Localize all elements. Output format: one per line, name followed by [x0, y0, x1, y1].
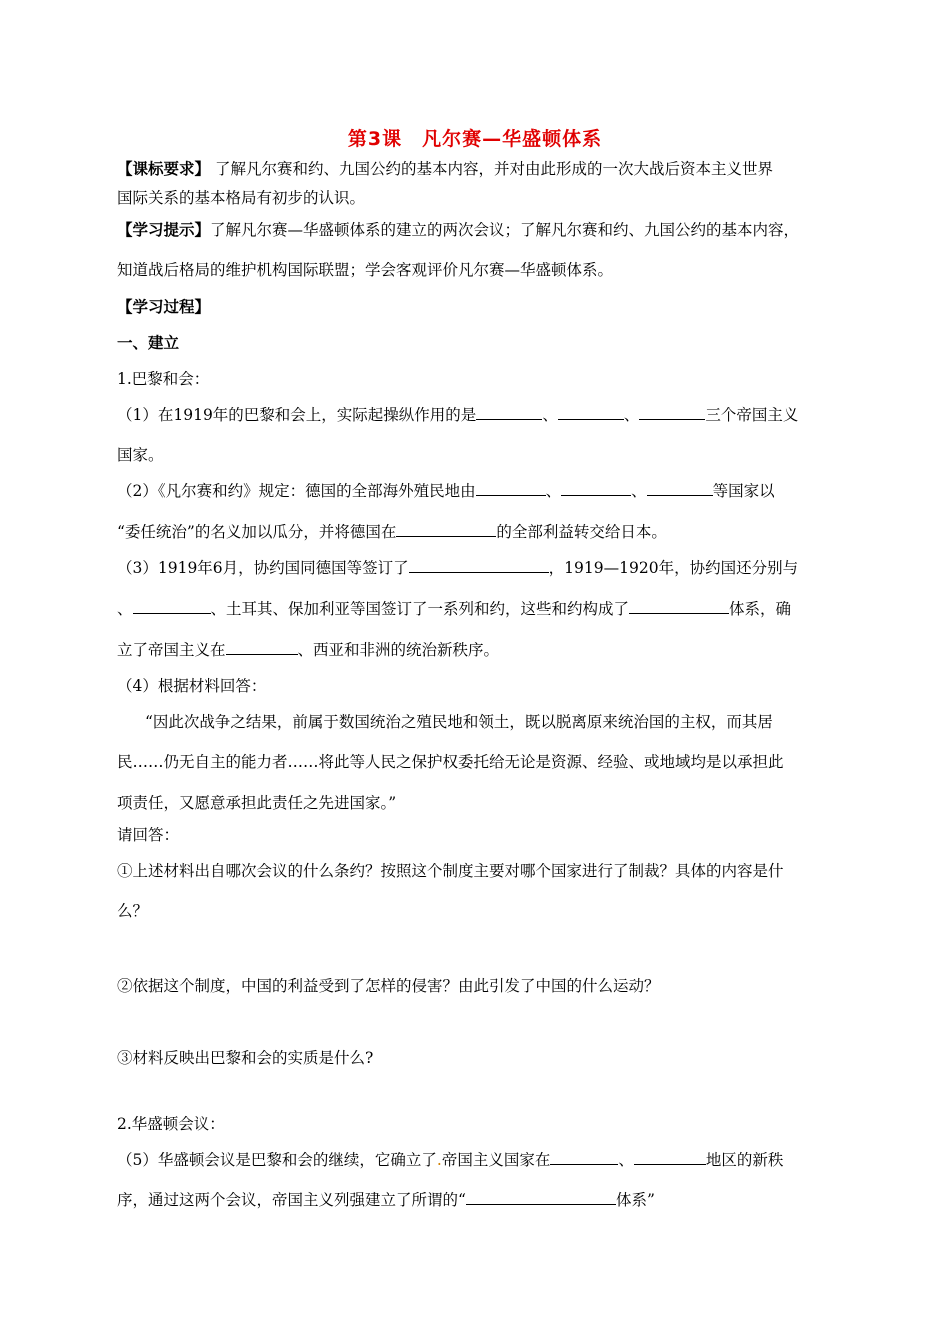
answer-blank[interactable]: [476, 479, 546, 496]
subheading-washington: 2.华盛顿会议：: [117, 1115, 225, 1133]
ask-label: 请回答：: [117, 826, 180, 844]
question-3-line-3: [117, 638, 499, 662]
question-2-text-2: “委任统治”的名义加以瓜分，并将德国在: [117, 523, 397, 541]
answer-blank[interactable]: [466, 1188, 616, 1205]
page-title: 第3课 凡尔赛—华盛顿体系: [347, 128, 603, 150]
answer-blank[interactable]: [634, 1148, 706, 1165]
quote-line-1: “因此次战争之结果，前属于数国统治之殖民地和领土，既以脱离原来统治国的主权，而其居: [145, 713, 773, 731]
quote-line-2: 民……仍无自主的能力者……将此等人民之保护权委托给无论是资源、经验、或地域均是以承担此: [117, 753, 784, 771]
question-3-line-1: [117, 556, 798, 580]
sub-question-3: ③材料反映出巴黎和会的实质是什么?: [117, 1049, 374, 1067]
section-1-heading: 一、建立: [117, 334, 180, 352]
question-3-text-3: 、土耳其、保加利亚等国签订了一系列和约，这些和约构成了: [210, 600, 630, 618]
question-5-text-4: 序，通过这两个会议，帝国主义列强建立了所谓的“: [117, 1191, 466, 1209]
question-3-text-2: ，1919—1920年，协约国还分别与: [548, 559, 799, 577]
tishi-line-1: [117, 218, 799, 242]
question-3-line-2: [117, 597, 791, 621]
question-3-text: （3）1919年6月，协约国同德国等签订了: [117, 559, 409, 577]
answer-blank[interactable]: [396, 520, 496, 537]
answer-blank[interactable]: [558, 403, 624, 420]
separator: 、: [545, 482, 562, 500]
sub-question-1-line-2: 么？: [117, 902, 149, 920]
question-4-heading: （4）根据材料回答：: [117, 677, 267, 695]
separator: 、: [631, 482, 647, 500]
kebiao-text-1: 了解凡尔赛和约、九国公约的基本内容，并对由此形成的一次大战后资本主义世界: [214, 160, 773, 178]
question-5-text-2: 帝国主义国家在: [441, 1151, 551, 1169]
kebiao-line-1: [117, 157, 773, 181]
tishi-label: 【学习提示】: [117, 221, 211, 239]
quote-line-3: 项责任，又愿意承担此责任之先进国家。”: [117, 794, 397, 812]
question-5-line-2: [117, 1188, 655, 1212]
question-5-text-5: 体系”: [615, 1191, 655, 1209]
question-5-line-1: [117, 1148, 783, 1172]
answer-blank[interactable]: [226, 638, 298, 655]
answer-blank[interactable]: [550, 1148, 618, 1165]
question-5-text: （5）华盛顿会议是巴黎和会的继续，它确立了: [117, 1151, 437, 1169]
question-2-text-end: 等国家以: [712, 482, 775, 500]
subheading-paris: 1.巴黎和会：: [117, 370, 210, 388]
question-1-line-2: 国家。: [117, 446, 164, 464]
answer-blank[interactable]: [647, 479, 713, 496]
question-2-line-2: [117, 520, 667, 544]
stray-dot: .: [436, 1151, 442, 1169]
question-5-text-3: 地区的新秩: [705, 1151, 784, 1169]
tishi-line-2: 知道战后格局的维护机构国际联盟；学会客观评价凡尔赛—华盛顿体系。: [117, 261, 614, 279]
separator: 、: [623, 406, 640, 424]
tishi-text-1: 了解凡尔赛—华盛顿体系的建立的两次会议；了解凡尔赛和约、九国公约的基本内容，: [210, 221, 800, 239]
question-2-line-1: [117, 479, 775, 503]
kebiao-label: 【课标要求】: [117, 160, 211, 178]
answer-blank[interactable]: [639, 403, 705, 420]
sub-question-1-line-1: ①上述材料出自哪次会议的什么条约？按照这个制度主要对哪个国家进行了制裁？具体的内容是什: [117, 862, 784, 880]
answer-blank[interactable]: [409, 556, 549, 573]
question-3-text-5: 立了帝国主义在: [117, 641, 226, 659]
question-2-text: （2）《凡尔赛和约》规定：德国的全部海外殖民地由: [117, 482, 476, 500]
separator: 、: [618, 1151, 634, 1169]
question-2-text-3: 的全部利益转交给日本。: [496, 523, 667, 541]
answer-blank[interactable]: [133, 597, 211, 614]
question-3-text-4: 体系，确: [729, 600, 792, 618]
kebiao-line-2: 国际关系的基本格局有初步的认识。: [117, 189, 366, 207]
xuexi-guocheng-heading: 【学习过程】: [117, 298, 211, 316]
question-1-text-end: 三个帝国主义: [705, 406, 799, 424]
question-1-line-1: [117, 403, 798, 427]
sub-question-2: ②依据这个制度，中国的利益受到了怎样的侵害？由此引发了中国的什么运动？: [117, 977, 660, 995]
answer-blank[interactable]: [476, 403, 542, 420]
answer-blank[interactable]: [629, 597, 729, 614]
separator: 、: [117, 600, 133, 618]
separator: 、: [542, 406, 558, 424]
question-1-text: （1）在1919年的巴黎和会上，实际起操纵作用的是: [117, 406, 477, 424]
answer-blank[interactable]: [561, 479, 631, 496]
question-3-text-6: 、西亚和非洲的统治新秩序。: [297, 641, 500, 659]
